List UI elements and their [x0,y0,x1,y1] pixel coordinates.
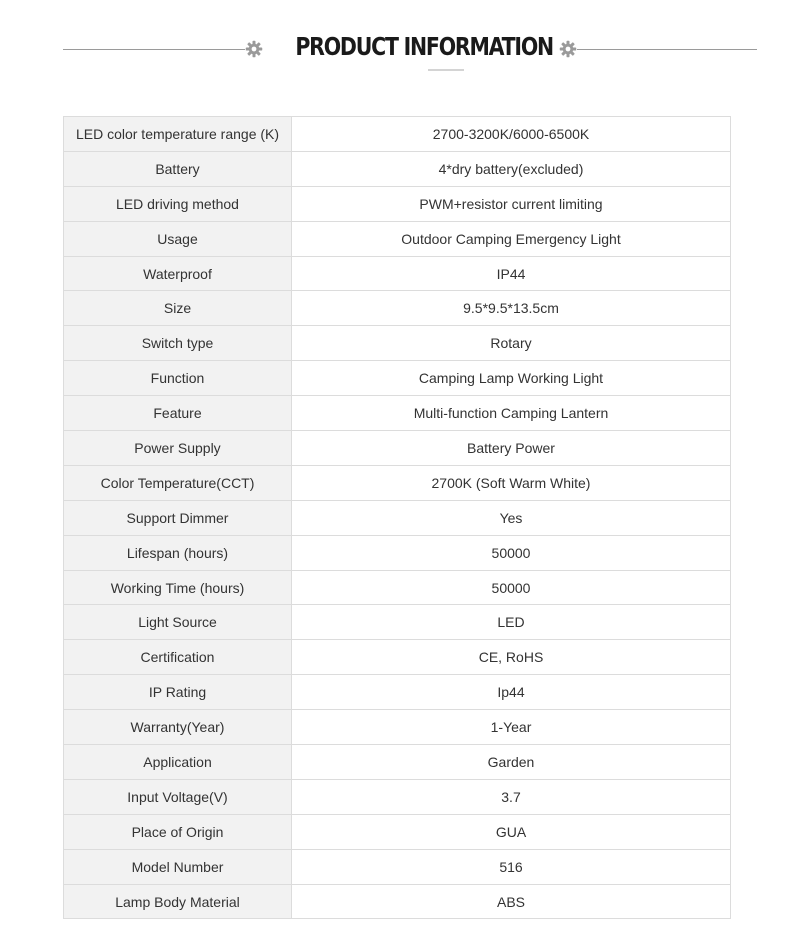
spec-label: Model Number [64,849,292,884]
table-row [64,675,731,710]
spec-value: 1-Year [292,710,731,745]
table-row [64,884,731,919]
header-divider-left [63,49,245,50]
spec-label: Place of Origin [64,814,292,849]
spec-value: 516 [292,849,731,884]
table-row [64,186,731,221]
table-row [64,151,731,186]
spec-value: PWM+resistor current limiting [292,186,731,221]
table-row [64,326,731,361]
spec-value: GUA [292,814,731,849]
header-divider-right [577,49,757,50]
spec-label: IP Rating [64,675,292,710]
spec-label: Battery [64,151,292,186]
gear-icon [559,40,577,58]
spec-value: Multi-function Camping Lantern [292,396,731,431]
table-row [64,361,731,396]
spec-value: 4*dry battery(excluded) [292,151,731,186]
spec-value: Yes [292,500,731,535]
table-row [64,431,731,466]
spec-label: Usage [64,221,292,256]
spec-value: Battery Power [292,431,731,466]
spec-table [63,116,731,919]
table-row [64,779,731,814]
spec-value: ABS [292,884,731,919]
table-row [64,500,731,535]
spec-label: Color Temperature(CCT) [64,465,292,500]
table-row [64,465,731,500]
spec-label: Power Supply [64,431,292,466]
table-row [64,221,731,256]
spec-label: LED driving method [64,186,292,221]
page-title: PRODUCT INFORMATION [295,32,553,61]
spec-value: 9.5*9.5*13.5cm [292,291,731,326]
spec-label: Working Time (hours) [64,570,292,605]
spec-label: Lamp Body Material [64,884,292,919]
spec-label: Certification [64,640,292,675]
spec-label: Support Dimmer [64,500,292,535]
table-row [64,291,731,326]
table-row [64,710,731,745]
spec-label: LED color temperature range (K) [64,117,292,152]
spec-label: Input Voltage(V) [64,779,292,814]
spec-label: Function [64,361,292,396]
spec-value: CE, RoHS [292,640,731,675]
spec-value: 2700-3200K/6000-6500K [292,117,731,152]
section-header [0,28,790,72]
spec-label: Waterproof [64,256,292,291]
table-row [64,396,731,431]
spec-label: Application [64,745,292,780]
table-row [64,605,731,640]
table-row [64,814,731,849]
spec-value: LED [292,605,731,640]
table-row [64,117,731,152]
spec-label: Warranty(Year) [64,710,292,745]
spec-label: Light Source [64,605,292,640]
table-row [64,849,731,884]
table-row [64,745,731,780]
spec-label: Switch type [64,326,292,361]
table-row [64,256,731,291]
spec-value: IP44 [292,256,731,291]
spec-value: 2700K (Soft Warm White) [292,465,731,500]
title-underline [428,69,464,71]
gear-icon [245,40,263,58]
spec-value: Garden [292,745,731,780]
spec-label: Lifespan (hours) [64,535,292,570]
spec-label: Size [64,291,292,326]
spec-value: Rotary [292,326,731,361]
spec-value: Ip44 [292,675,731,710]
spec-value: Camping Lamp Working Light [292,361,731,396]
table-row [64,570,731,605]
spec-value: 50000 [292,570,731,605]
table-row [64,640,731,675]
spec-value: 50000 [292,535,731,570]
spec-value: 3.7 [292,779,731,814]
table-row [64,535,731,570]
spec-label: Feature [64,396,292,431]
spec-value: Outdoor Camping Emergency Light [292,221,731,256]
